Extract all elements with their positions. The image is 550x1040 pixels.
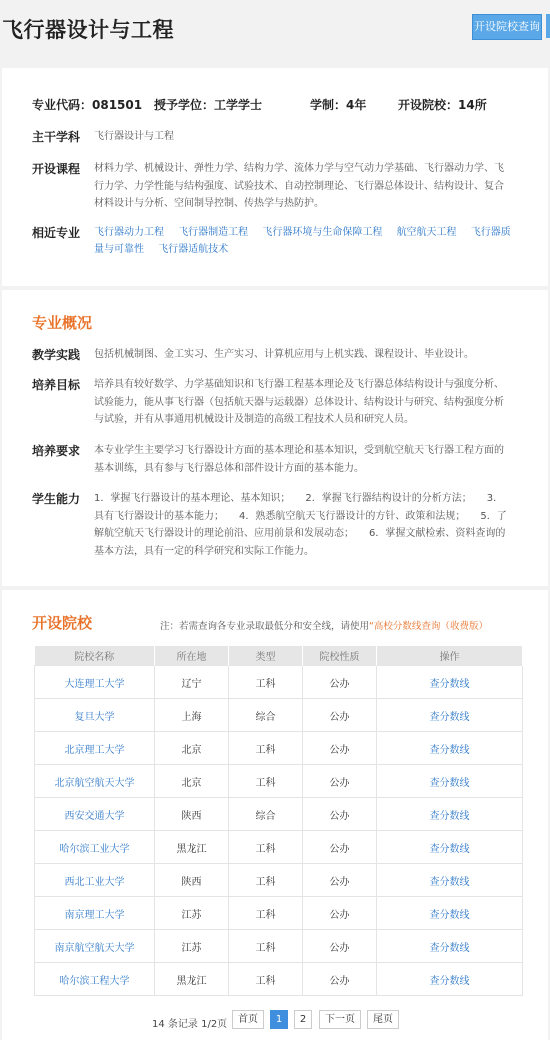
- main-subject-text: 飞行器设计与工程: [94, 131, 174, 142]
- score-query-link[interactable]: “高校分数线查询（收费版）: [369, 621, 488, 632]
- school-nature: 公办: [303, 666, 377, 699]
- school-name-link[interactable]: 西北工业大学: [35, 864, 155, 897]
- school-type: 工科: [229, 864, 303, 897]
- page-title: 飞行器设计与工程: [2, 18, 174, 42]
- schools-table: [34, 646, 523, 996]
- schools-title: 开设院校: [32, 614, 93, 632]
- school-location: 北京: [155, 732, 229, 765]
- main-subject-label: 主干学科: [32, 130, 81, 144]
- school-name-link[interactable]: 南京理工大学: [35, 897, 155, 930]
- school-nature: 公办: [303, 699, 377, 732]
- school-location: 黑龙江: [155, 963, 229, 996]
- school-name-link[interactable]: 大连理工大学: [35, 666, 155, 699]
- page-header: [0, 0, 550, 58]
- related-link[interactable]: 飞行器适航技术: [158, 244, 229, 255]
- pager-next-button[interactable]: 下一页: [319, 1010, 361, 1029]
- school-nature: 公办: [303, 732, 377, 765]
- courses-label: 开设课程: [32, 162, 81, 176]
- school-name-link[interactable]: 北京航空航天大学: [35, 765, 155, 798]
- school-nature: 公办: [303, 798, 377, 831]
- score-line-link[interactable]: 查分数线: [377, 732, 523, 765]
- study-years: 学制：4年: [310, 98, 367, 112]
- column-header: 所在地: [155, 646, 229, 666]
- school-nature: 公办: [303, 765, 377, 798]
- table-row: [35, 699, 523, 732]
- related-link[interactable]: 飞行器质量与可靠性: [94, 227, 511, 255]
- school-nature: 公办: [303, 963, 377, 996]
- school-location: 陕西: [155, 864, 229, 897]
- pager-page-1[interactable]: 1: [270, 1010, 288, 1029]
- school-type: 工科: [229, 732, 303, 765]
- school-type: 综合: [229, 699, 303, 732]
- goal-text: 培养具有较好数学、力学基础知识和飞行器工程基本理论及飞行器总体结构设计与强度分析、试验能力，能从事飞行器（包括航天器与运载器）总体设计、结构设计与研究、结构强度分析与试验，并有从事通用机械设计及制造的高级工程技术人员和研究人员。: [94, 379, 504, 425]
- pager-page-2[interactable]: 2: [294, 1010, 312, 1029]
- table-row: [35, 765, 523, 798]
- requirement-text: 本专业学生主要学习飞行器设计方面的基本理论和基本知识，受到航空航天飞行器工程方面的基本训练，具有参与飞行器总体和部件设计方面的基本能力。: [94, 445, 504, 474]
- requirement-label: 培养要求: [32, 444, 81, 458]
- column-header: 类型: [229, 646, 303, 666]
- table-row: [35, 831, 523, 864]
- pager-first-button[interactable]: 首页: [232, 1010, 264, 1029]
- school-name-link[interactable]: 哈尔滨工业大学: [35, 831, 155, 864]
- related-link[interactable]: 飞行器环境与生命保障工程: [262, 227, 383, 238]
- school-name-link[interactable]: 哈尔滨工程大学: [35, 963, 155, 996]
- pager-summary: 14 条记录 1/2页: [152, 1019, 228, 1030]
- school-location: 陕西: [155, 798, 229, 831]
- score-line-link[interactable]: 查分数线: [377, 897, 523, 930]
- score-line-link[interactable]: 查分数线: [377, 864, 523, 897]
- table-row: [35, 732, 523, 765]
- score-line-link[interactable]: 查分数线: [377, 666, 523, 699]
- school-location: 辽宁: [155, 666, 229, 699]
- table-row: [35, 798, 523, 831]
- school-nature: 公办: [303, 930, 377, 963]
- school-type: 工科: [229, 930, 303, 963]
- score-line-link[interactable]: 查分数线: [377, 765, 523, 798]
- related-link[interactable]: 飞行器动力工程: [94, 227, 164, 238]
- school-type: 工科: [229, 897, 303, 930]
- query-note: [160, 618, 488, 632]
- school-location: 上海: [155, 699, 229, 732]
- school-name-link[interactable]: 西安交通大学: [35, 798, 155, 831]
- school-type: 工科: [229, 765, 303, 798]
- major-code: 专业代码：081501: [32, 98, 143, 112]
- school-query-button[interactable]: 开设院校查询: [472, 14, 542, 40]
- major-info-panel: [2, 68, 548, 286]
- schools-panel: [2, 590, 548, 1040]
- overview-title: 专业概况: [32, 314, 93, 332]
- school-location: 北京: [155, 765, 229, 798]
- school-nature: 公办: [303, 897, 377, 930]
- related-links: [94, 224, 512, 258]
- school-location: 江苏: [155, 930, 229, 963]
- table-header-row: [35, 646, 523, 666]
- related-link[interactable]: 飞行器制造工程: [178, 227, 249, 238]
- column-header: 操作: [377, 646, 523, 666]
- score-line-link[interactable]: 查分数线: [377, 699, 523, 732]
- table-row: [35, 930, 523, 963]
- table-row: [35, 963, 523, 996]
- pager-last-button[interactable]: 尾页: [367, 1010, 399, 1029]
- school-type: 工科: [229, 963, 303, 996]
- score-line-link[interactable]: 查分数线: [377, 798, 523, 831]
- related-link[interactable]: 航空航天工程: [396, 227, 457, 238]
- school-type: 工科: [229, 831, 303, 864]
- school-type: 工科: [229, 666, 303, 699]
- related-label: 相近专业: [32, 226, 81, 240]
- school-name-link[interactable]: 复旦大学: [35, 699, 155, 732]
- goal-label: 培养目标: [32, 378, 81, 392]
- table-row: [35, 864, 523, 897]
- school-location: 黑龙江: [155, 831, 229, 864]
- overview-panel: [2, 290, 548, 586]
- school-type: 综合: [229, 798, 303, 831]
- degree: 授予学位：工学学士: [154, 98, 263, 112]
- column-header: 院校性质: [303, 646, 377, 666]
- query-note-text: 注：若需查询各专业录取最低分和安全线，请使用: [160, 621, 370, 632]
- score-line-link[interactable]: 查分数线: [377, 930, 523, 963]
- next-button-edge[interactable]: [546, 14, 550, 38]
- school-nature: 公办: [303, 864, 377, 897]
- ability-text: 1．掌握飞行器设计的基本理论、基本知识； 2．掌握飞行器结构设计的分析方法； 3．具有飞行器设计的基本能力； 4．熟悉航空航天飞行器设计的方针、政策和法规； 5．了解航空航天飞行器设计的理论前沿、应用前景和发展动态； 6．掌握文献检索、资料查询的基本方法，具有一定的科学研究和实际工作能力。: [94, 493, 507, 557]
- score-line-link[interactable]: 查分数线: [377, 963, 523, 996]
- table-row: [35, 897, 523, 930]
- practice-text: 包括机械制图、金工实习、生产实习、计算机应用与上机实践、课程设计、毕业设计。: [94, 349, 474, 360]
- school-name-link[interactable]: 北京理工大学: [35, 732, 155, 765]
- practice-label: 教学实践: [32, 348, 81, 362]
- score-line-link[interactable]: 查分数线: [377, 831, 523, 864]
- courses-text: 材料力学、机械设计、弹性力学、结构力学、流体力学与空气动力学基础、飞行器动力学、飞行力学、力学性能与结构强度、试验技术、自动控制理论、飞行器总体设计、结构设计、复合材料设计与分析、空间制导控制、传热学与热防护。: [94, 163, 504, 209]
- schools-count: 开设院校：14所: [398, 98, 487, 112]
- school-nature: 公办: [303, 831, 377, 864]
- school-name-link[interactable]: 南京航空航天大学: [35, 930, 155, 963]
- table-row: [35, 666, 523, 699]
- school-location: 江苏: [155, 897, 229, 930]
- column-header: 院校名称: [35, 646, 155, 666]
- ability-label: 学生能力: [32, 492, 81, 506]
